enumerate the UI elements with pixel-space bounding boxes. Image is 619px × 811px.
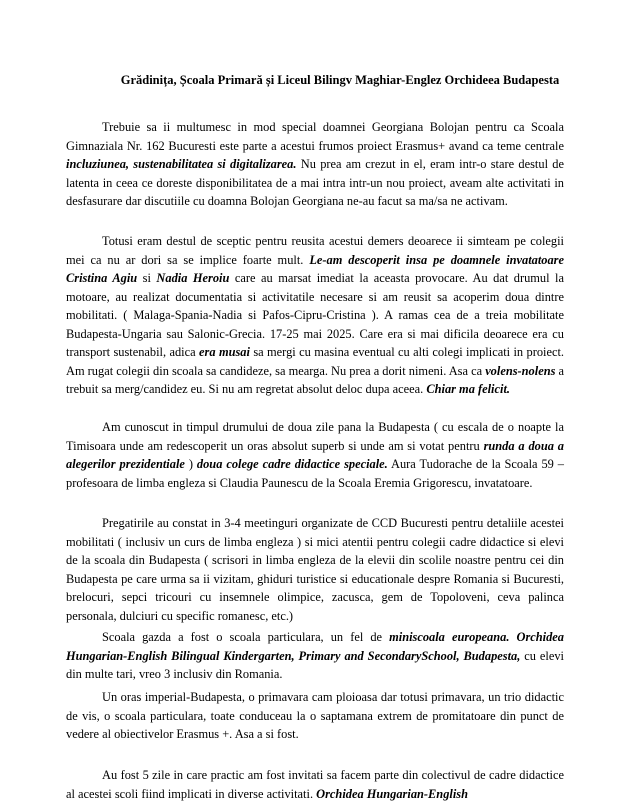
text-run: Un oras imperial-Budapesta, o primavara cam ploioasa dar totusi primavara, un trio didactic de vis, o scoala particulara, toate conduceau la o saptamana extrem de promitatoare din punct de vedere al obiectivelor Erasmus +. Asa a si fost. (66, 690, 564, 741)
paragraph (66, 766, 564, 803)
text-run: Pregatirile au constat in 3-4 meetinguri organizate de CCD Bucuresti pentru detaliile acestei mobilitati ( inclusiv un curs de limba engleza ) si mici atentii pentru colegii cadre didactice si elevi de la scoala din Budapesta ( scrisori in limba engleza de la elevii din scolile noastre pentru cei din Budapesta pe care urma sa ii vizitam, ghiduri turistice si educationale despre Romania si Bucuresti, brelocuri, sepci tricouri cu insemnele olimpice, zacusca, gem de Topoloveni, ceva palinca personala, dulciuri cu specific romanesc, etc.) (66, 516, 564, 623)
text-run: Au fost 5 zile in care practic am fost invitati sa facem parte din colectivul de cadre didactice al acestei scoli fiind implicati in diverse activitati. (66, 768, 564, 801)
text-run: Orchidea Hungarian-English (316, 786, 468, 801)
text-run: volens-nolens (485, 363, 556, 378)
text-run: Le-am descoperit insa pe doamnele invatatoare Cristina Agiu (66, 252, 564, 285)
text-run: runda a doua a alegerilor prezidentiale (66, 438, 565, 471)
text-run: Trebuie sa ii multumesc in mod special doamnei Georgiana Bolojan pentru ca Scoala Gimnaziala Nr. 162 Bucuresti este parte a acestui frumos proiect Erasmus+ avand ca teme centrale (66, 120, 564, 153)
text-run: si (137, 271, 157, 285)
text-run: cu elevi din multe tari, vreo 3 inclusiv din Romania. (66, 648, 564, 681)
text-run: sa mergi cu masina eventual cu alti colegi implicati in proiect. Am rugat colegii din scoala sa candideze, sa mearga. Nu prea a dorit nimeni. Asa ca (66, 345, 565, 378)
text-run: Scoala gazda a fost o scoala particulara, un fel de (102, 630, 390, 644)
text-run: Nadia Heroiu (156, 271, 230, 285)
text-run: miniscoala europeana. Orchidea Hungarian-English Bilingual Kindergarten, Primary and SecondarySchool, Budapesta, (66, 630, 564, 663)
paragraph (66, 418, 564, 492)
text-run: Chiar ma felicit. (426, 382, 510, 396)
text-run: Aura Tudorache de la Scoala 59 – profesoara de limba engleza si Claudia Paunescu de la Scoala Eremia Grigorescu, invatatoare. (66, 457, 564, 490)
text-run: Am cunoscut in timpul drumului de doua zile pana la Budapesta ( cu escala de o noapte la Timisoara unde am redescoperit un oras absolut superb si unde am si votat pentru (66, 420, 564, 453)
text-run: era musai (199, 345, 250, 359)
paragraph (66, 232, 564, 399)
text-run: incluziunea, sustenabilitatea si digitalizarea. (66, 157, 297, 171)
text-run: a trebuit sa merg/candidez eu. Si nu am regretat absolut deloc dupa aceea. (66, 363, 565, 396)
paragraph (66, 514, 564, 625)
text-run: ) (184, 457, 197, 471)
text-run: doua colege cadre didactice speciale. (196, 457, 388, 471)
document-title: Grădinița, Școala Primară și Liceul Bilingv Maghiar-Englez Orchideea Budapesta (120, 73, 560, 87)
text-run: Nu prea am crezut in el, eram intr-o stare destul de latenta in ceea ce doreste disponibilitatea de a mai intra intr-un nou proiect, aveam alte activitati in desfasurare dar discutiile cu doamna Bolojan Georgiana ne-au facut sa ma/sa ne activam. (66, 157, 565, 208)
paragraph (66, 628, 564, 684)
text-run: care au marsat imediat la aceasta provocare. Au dat drumul la motoare, au realizat documentatia si activitatile necesare si am reusit sa acoperim doua dintre mobilitati. ( Malaga-Spania-Nadia si Pafos-Cipru-Cristina ). A ramas cea de a treia mobilitate Budapesta-Ungaria sau Salonic-Grecia. 17-25 mai 2025. Care era si mai dificila deoarece era cu transport sustenabil, adica (66, 271, 565, 359)
paragraph (66, 688, 564, 744)
text-run: Totusi eram destul de sceptic pentru reusita acestui demers deoarece ii simteam pe colegii mei ca nu ar dori sa se implice foarte mult. (66, 234, 564, 267)
paragraph (66, 118, 564, 211)
